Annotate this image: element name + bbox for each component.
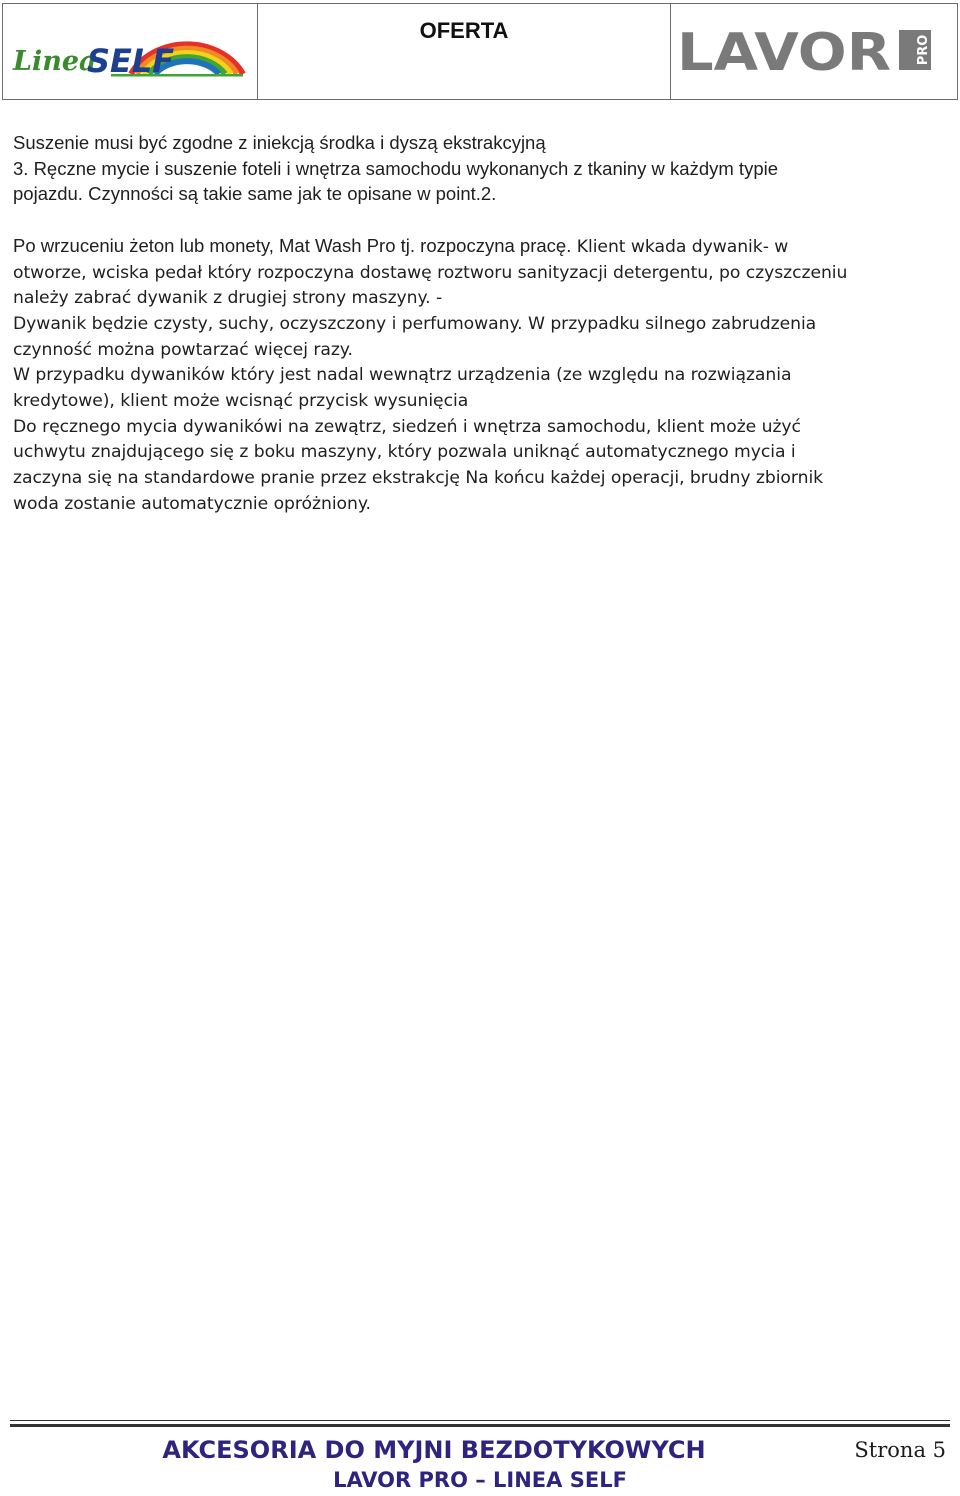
text-line: Do ręcznego mycia dywanikówi na zewątrz, siedzeń i wnętrza samochodu, klient może użyć bbox=[13, 416, 801, 437]
text-line: woda zostanie automatycznie opróżniony. bbox=[13, 493, 371, 514]
logo-pro-badge: PRO bbox=[916, 34, 931, 66]
document-body bbox=[13, 130, 943, 518]
paragraph-gap bbox=[13, 207, 943, 233]
header-logo-cell-right bbox=[671, 4, 957, 99]
text-span: Po wrzuceniu żeton lub monety, Mat Wash Pro tj. rozpoczyna pracę. bbox=[13, 234, 572, 256]
text-line: Suszenie musi być zgodne z iniekcją środka i dyszą ekstrakcyjną bbox=[13, 132, 546, 153]
text-span: Klient wkada dywanik- w bbox=[571, 236, 789, 257]
footer-subheading: LAVOR PRO – LINEA SELF bbox=[333, 1468, 627, 1492]
logo-linea-script: Linea bbox=[13, 46, 97, 77]
logo-lavor-text: LAVOR bbox=[677, 24, 891, 76]
text-line: 3. Ręczne mycie i suszenie foteli i wnętrza samochodu wykonanych z tkaniny w każdym typie bbox=[13, 157, 779, 179]
text-line: pojazdu. Czynności są takie same jak te opisane w point.2. bbox=[13, 183, 497, 205]
linea-self-logo bbox=[11, 12, 251, 92]
text-line: należy zabrać dywanik z drugiej strony maszyny. - bbox=[13, 288, 443, 309]
lavor-pro-logo bbox=[677, 24, 949, 76]
text-line: otworze, wciska pedał który rozpoczyna dostawę roztworu sanityzacji detergentu, po czyszczeniu bbox=[13, 262, 848, 283]
header-title-cell bbox=[258, 4, 671, 99]
page-number: Strona 5 bbox=[854, 1438, 946, 1462]
text-line: zaczyna się na standardowe pranie przez ekstrakcję Na końcu każdej operacji, brudny zbiornik bbox=[13, 468, 824, 489]
header-logo-cell-left bbox=[3, 4, 258, 99]
text-line: czynność można powtarzać więcej razy. bbox=[13, 339, 353, 360]
text-line: kredytowe), klient może wcisnąć przycisk wysunięcia bbox=[13, 391, 469, 412]
page-header bbox=[2, 3, 958, 100]
text-line: Dywanik będzie czysty, suchy, oczyszczony i perfumowany. W przypadku silnego zabrudzenia bbox=[13, 313, 817, 334]
footer-divider-thin bbox=[10, 1420, 950, 1421]
footer-divider-thick bbox=[10, 1424, 950, 1427]
text-line-mixed bbox=[13, 233, 943, 261]
page-title: OFERTA bbox=[419, 18, 509, 43]
text-line: uchwytu znajdującego się z boku maszyny, który pozwala uniknąć automatycznego mycia i bbox=[13, 442, 796, 463]
logo-self-text: SELF bbox=[87, 42, 175, 80]
text-line: W przypadku dywaników który jest nadal wewnątrz urządzenia (ze względu na rozwiązania bbox=[13, 365, 792, 386]
footer-heading: AKCESORIA DO MYJNI BEZDOTYKOWYCH bbox=[162, 1436, 706, 1464]
